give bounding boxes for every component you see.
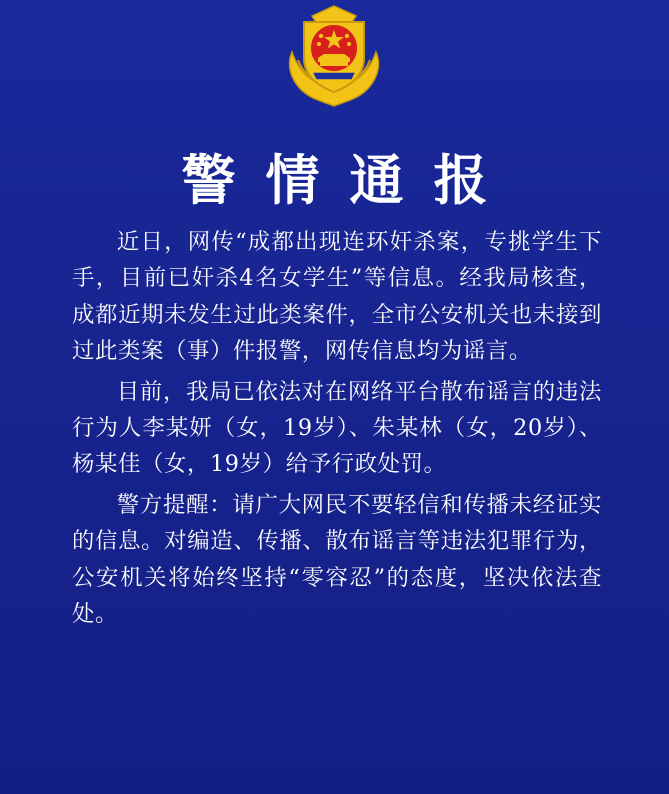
notice-title: 警情通报 [181,148,518,212]
notice-paragraph-1: 近日，网传“成都出现连环奸杀案，专挑学生下手，目前已奸杀4名女学生”等信息。经我局核查，成都近期未发生过此类案件，全市公安机关也未接到过此类案（事）件报警，网传信息均为谣言。 [72,229,602,365]
police-emblem-icon [278,0,390,112]
notice-paragraph-3: 警方提醒：请广大网民不要轻信和传播未经证实的信息。对编造、传播、散布谣言等违法犯罪行为，公安机关将始终坚持“零容忍”的态度，坚决依法查处。 [72,491,602,628]
notice-body [72,224,602,636]
notice-paragraph-2: 目前，我局已依法对在网络平台散布谣言的违法行为人李某妍（女，19岁）、朱某林（女，20岁）、杨某佳（女，19岁）给予行政处罚。 [72,378,602,478]
